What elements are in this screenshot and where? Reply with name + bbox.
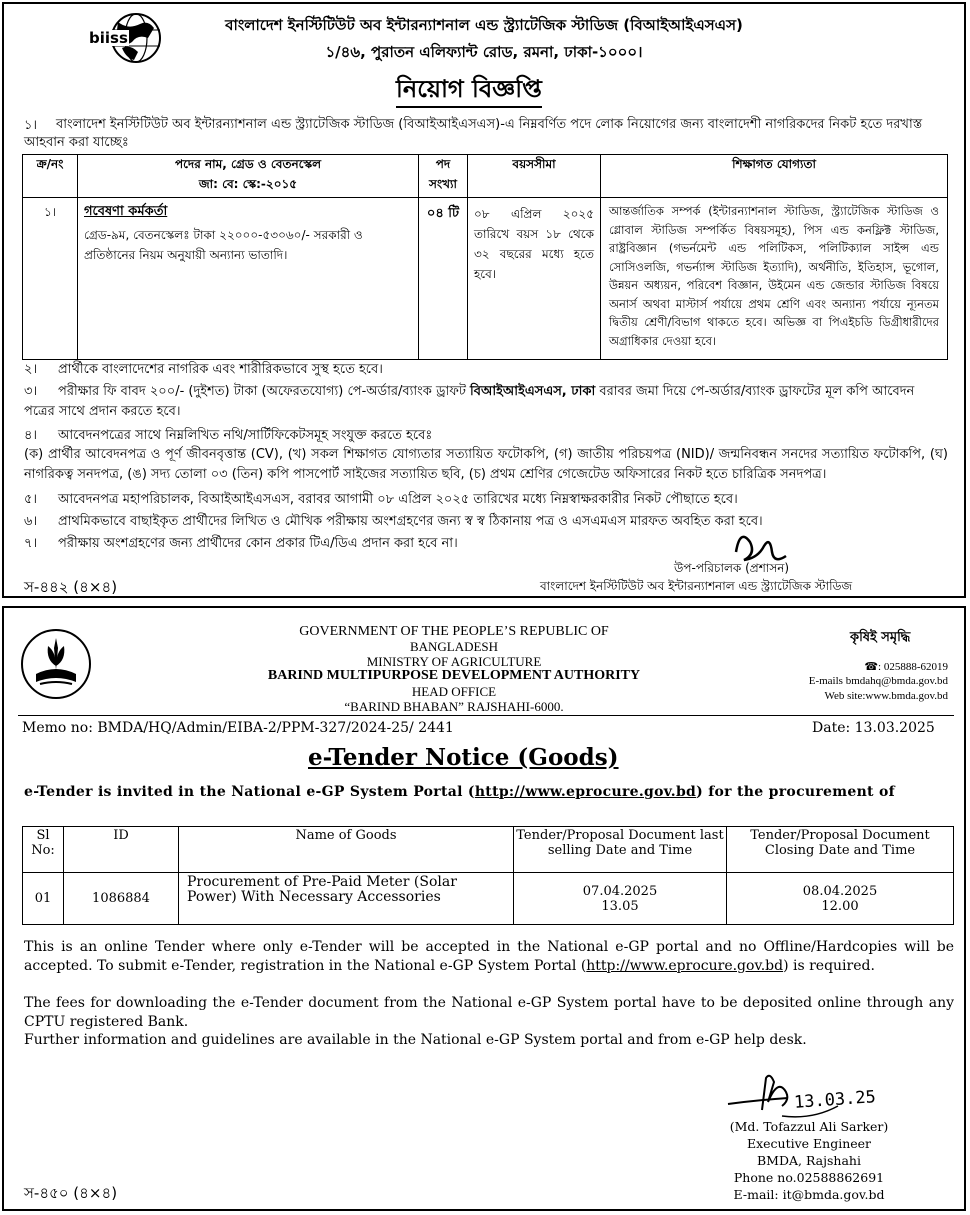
para7-number: ৭। xyxy=(24,536,38,551)
para3 xyxy=(24,382,948,422)
signatory-email: E-mail: it@bmda.gov.bd xyxy=(733,1187,885,1202)
tender-notice xyxy=(2,606,966,1211)
authority-line: BARIND MULTIPURPOSE DEVELOPMENT AUTHORITY xyxy=(267,668,641,683)
para6: প্রাথমিকভাবে বাছাইকৃত প্রার্থীদের লিখিত ও মৌখিক পরীক্ষায় অংশগ্রহণের জন্য স্ব স্ব ঠিকানায় পত্র ও এসএমএস মারফত অবহিত করা হবে। xyxy=(58,514,763,529)
notice-title: নিয়োগ বিজ্ঞপ্তি xyxy=(396,72,542,108)
body1-text-a: This is an online Tender where only e-Tender will be accepted in the National e-GP portal and no Offline/Hardcopies will be accepted. To submit e-Tender, registration in the National e-GP System Portal ( xyxy=(24,939,954,974)
closing-date: 08.04.2025 xyxy=(802,883,878,899)
signatory-name: (Md. Tofazzul Ali Sarker) xyxy=(729,1119,889,1134)
tender-body-1 xyxy=(24,938,954,976)
tender-body-2: The fees for downloading the e-Tender document from the National e-GP System portal have to be deposited online through any CPTU registered Bank. xyxy=(24,995,954,1030)
signatory-title: Executive Engineer xyxy=(746,1136,872,1151)
tender-intro xyxy=(24,783,954,802)
intro-text-a: e-Tender is invited in the National e-GP System Portal ( xyxy=(24,784,475,800)
header-edu: শিক্ষাগত যোগ্যতা xyxy=(601,155,948,198)
para4: আবেদনপত্রের সাথে নিম্নলিখিত নথি/সার্টিফিকেটসমূহ সংযুক্ত করতে হবেঃ xyxy=(58,428,433,443)
org-address: ১/৪৬, পুরাতন এলিফ্যান্ট রোড, রমনা, ঢাকা-১০০০। xyxy=(325,43,643,61)
cell-goods: Procurement of Pre-Paid Meter (Solar Power) With Necessary Accessories xyxy=(179,873,514,925)
table-row xyxy=(23,198,948,360)
para5-number: ৫। xyxy=(24,492,38,507)
para4-list: (ক) প্রার্থীর আবেদনপত্র ও পূর্ণ জীবনবৃত্তান্ত (CV), (খ) সকল শিক্ষাগত যোগ্যতার সত্যায়িত ফটোকপি, (গ) জাতীয় পরিচয়পত্র (NID)/ জন্মনিবন্ধন সনদের সত্যায়িত ফটোকপি, (ঘ) নাগরিকত্ব সনদপত্র, (ঙ) সদ্য তোলা ০৩ (তিন) কপি পাসপোর্ট সাইজের সত্যায়িত ছবি, (চ) প্রথম শ্রেণির গেজেটেড অফিসারের নিকট হতে চারিত্রিক সনদপত্র। xyxy=(24,447,948,482)
post-name: গবেষণা কর্মকর্তা xyxy=(84,204,168,219)
cell-selling xyxy=(514,873,727,925)
header-divider xyxy=(18,715,954,716)
header-count xyxy=(419,155,468,198)
para4-number: ৪। xyxy=(24,428,38,443)
phone: ☎: 025888-62019 xyxy=(864,661,948,673)
signature-date: 13.03.25 xyxy=(793,1087,877,1113)
ministry-line: MINISTRY OF AGRICULTURE xyxy=(366,654,542,669)
para6-number: ৬। xyxy=(24,514,38,529)
para3-number: ৩। xyxy=(24,384,38,399)
email: E-mails bmdahq@bmda.gov.bd xyxy=(808,675,948,687)
header-closing: Tender/Proposal Document Closing Date and Time xyxy=(727,827,954,873)
signatory-block xyxy=(694,1118,924,1203)
para7: পরীক্ষায় অংশগ্রহণের জন্য প্রার্থীদের কোন প্রকার টিএ/ডিএ প্রদান করা হবে না। xyxy=(58,536,458,551)
para2-number: ২। xyxy=(24,362,38,377)
para3-text-bold: বিআইআইএসএস, ঢাকা xyxy=(470,384,596,399)
office-line: HEAD OFFICE xyxy=(411,684,497,699)
ad-reference: স-৪৪২ (৪×৪) xyxy=(24,578,118,596)
country-line: BANGLADESH xyxy=(409,639,499,654)
cell-id: 1086884 xyxy=(64,873,179,925)
recruitment-notice xyxy=(2,2,966,598)
website: Web site:www.bmda.gov.bd xyxy=(824,690,948,702)
post-table xyxy=(22,154,948,360)
org-title: বাংলাদেশ ইনস্টিটিউট অব ইন্টারন্যাশনাল এন্ড স্ট্র্যাটেজিক স্টাডিজ (বিআইআইএসএস) xyxy=(225,16,743,34)
memo-number: Memo no: BMDA/HQ/Admin/EIBA-2/PPM-327/2024-25/ 2441 xyxy=(22,720,454,736)
header-id: ID xyxy=(64,827,179,873)
para3-text-c: বরাবর জমা দিয়ে পে-অর্ডার/ব্যাংক ড্রাফটের মূল কপি আবেদন পত্রের সাথে প্রদান করতে হবে। xyxy=(24,384,915,419)
memo-date: Date: 13.03.2025 xyxy=(812,720,935,736)
header-sl: Sl No: xyxy=(23,827,64,873)
signatory-title: উপ-পরিচালক (প্রশাসন) xyxy=(674,561,790,575)
header-selling: Tender/Proposal Document last selling Date and Time xyxy=(514,827,727,873)
header-post xyxy=(78,155,419,198)
cell-sl: ১। xyxy=(23,198,78,360)
cell-age: ০৮ এপ্রিল ২০২৫ তারিখে বয়স ১৮ থেকে ৩২ বছরের মধ্যে হতে হবে। xyxy=(468,198,601,360)
intro-number: ১। xyxy=(24,118,38,133)
header-post-line1: পদের নাম, গ্রেড ও বেতনস্কেল xyxy=(174,157,322,171)
para3-text-a: পরীক্ষার ফি বাবদ ২০০/- (দুইশত) টাকা (অফেরতযোগ্য) পে-অর্ডার/ব্যাংক ড্রাফট xyxy=(58,384,471,399)
eprocure-link[interactable]: http://www.eprocure.gov.bd xyxy=(474,784,697,800)
signatory-org: বাংলাদেশ ইনস্টিটিউট অব ইন্টারন্যাশনাল এন্ড স্ট্র্যাটেজিক স্টাডিজ xyxy=(540,579,853,593)
cell-closing xyxy=(727,873,954,925)
para5: আবেদনপত্র মহাপরিচালক, বিআইআইএসএস, বরাবর আগামী ০৮ এপ্রিল ২০২৫ তারিখের মধ্যে নিম্নস্বাক্ষরকারীর নিকট পৌছাতে হবে। xyxy=(58,492,738,507)
gov-line: GOVERNMENT OF THE PEOPLE’S REPUBLIC OF xyxy=(299,624,609,639)
slogan: কৃষিই সমৃদ্ধি xyxy=(850,630,911,645)
para2: প্রার্থীকে বাংলাদেশের নাগরিক এবং শারীরিকভাবে সুস্থ হতে হবে। xyxy=(58,362,383,377)
table-row xyxy=(23,873,954,925)
cell-sl: 01 xyxy=(23,873,64,925)
tender-body-3: Further information and guidelines are available in the National e-GP System portal and from e-GP help desk. xyxy=(24,1032,807,1048)
intro-paragraph: বাংলাদেশ ইনস্টিটিউট অব ইন্টারন্যাশনাল এন্ড স্ট্র্যাটেজিক স্টাডিজ (বিআইআইএসএস)-এ নিম্নবর্ণিত পদে লোক নিয়োগের জন্য বাংলাদেশী নাগরিকদের নিকট হতে দরখাস্ত আহবান করা যাচ্ছেঃ xyxy=(24,117,923,150)
cell-edu: আন্তর্জাতিক সম্পর্ক (ইন্টারন্যাশনাল স্টাডিজ, স্ট্র্যাটেজিক স্টাডিজ ও গ্লোবাল স্টাডিজ সম্পর্কিত বিষয়সমূহ), পিস এন্ড কনফ্লিক্ট স্টাডিজ, রাষ্ট্রবিজ্ঞান (গভর্নমেন্ট এন্ড পলিটিকস, পলিটিক্যাল সাইন্স এন্ড সোসিওলজি, গভর্ন্যান্স স্টাডিজ ইত্যাদি), অর্থনীতি, ইতিহাস, ভূগোল, উন্নয়ন অধ্যয়ন, পরিবেশ বিজ্ঞান, উইমেন এন্ড জেন্ডার স্টাডিজ বিষয়ে অনার্স অথবা মাস্টার্স পর্যায়ে প্রথম শ্রেণি এবং অন্যান্য পর্যায়ে ন্যূনতম দ্বিতীয় শ্রেণী/বিভাগ থাকতে হবে। অভিজ্ঞ বা পিএইচডি ডিগ্রীধারীদের অগ্রাধিকার দেওয়া হবে। xyxy=(601,198,948,360)
tender-table xyxy=(22,826,954,925)
logo-text: biiss xyxy=(89,29,128,47)
header-count-line2: সংখ্যা xyxy=(429,177,457,191)
bmda-logo xyxy=(18,624,94,704)
header-post-line2: জা: বে: স্কে:-২০১৫ xyxy=(198,177,298,191)
header-goods: Name of Goods xyxy=(179,827,514,873)
intro-text-b: ) for the procurement of xyxy=(696,784,895,800)
signatory-org: BMDA, Rajshahi xyxy=(757,1153,861,1168)
cell-post xyxy=(78,198,419,360)
eprocure-link-2[interactable]: http://www.eprocure.gov.bd xyxy=(586,958,784,974)
closing-time: 12.00 xyxy=(821,898,859,914)
selling-time: 13.05 xyxy=(601,898,639,914)
cell-count: ০৪ টি xyxy=(419,198,468,360)
selling-date: 07.04.2025 xyxy=(582,883,658,899)
header-count-line1: পদ xyxy=(435,157,451,171)
ad-reference: স-৪৫০ (৪×৪) xyxy=(24,1184,118,1202)
post-detail: গ্রেড-৯ম, বেতনস্কেলঃ টাকা ২২০০০-৫৩০৬০/- সরকারী ও প্রতিষ্ঠানের নিয়ম অনুযায়ী অন্যান্য ভাতাদি। xyxy=(84,228,363,262)
tender-title: e-Tender Notice (Goods) xyxy=(308,744,619,771)
bhaban-line: “BARIND BHABAN” RAJSHAHI-6000. xyxy=(344,699,564,714)
header-age: বয়সসীমা xyxy=(468,155,601,198)
body1-text-b: ) is required. xyxy=(783,958,875,974)
signatory-phone: Phone no.02588862691 xyxy=(733,1170,885,1185)
header-sl: ক্র/নং xyxy=(23,155,78,198)
